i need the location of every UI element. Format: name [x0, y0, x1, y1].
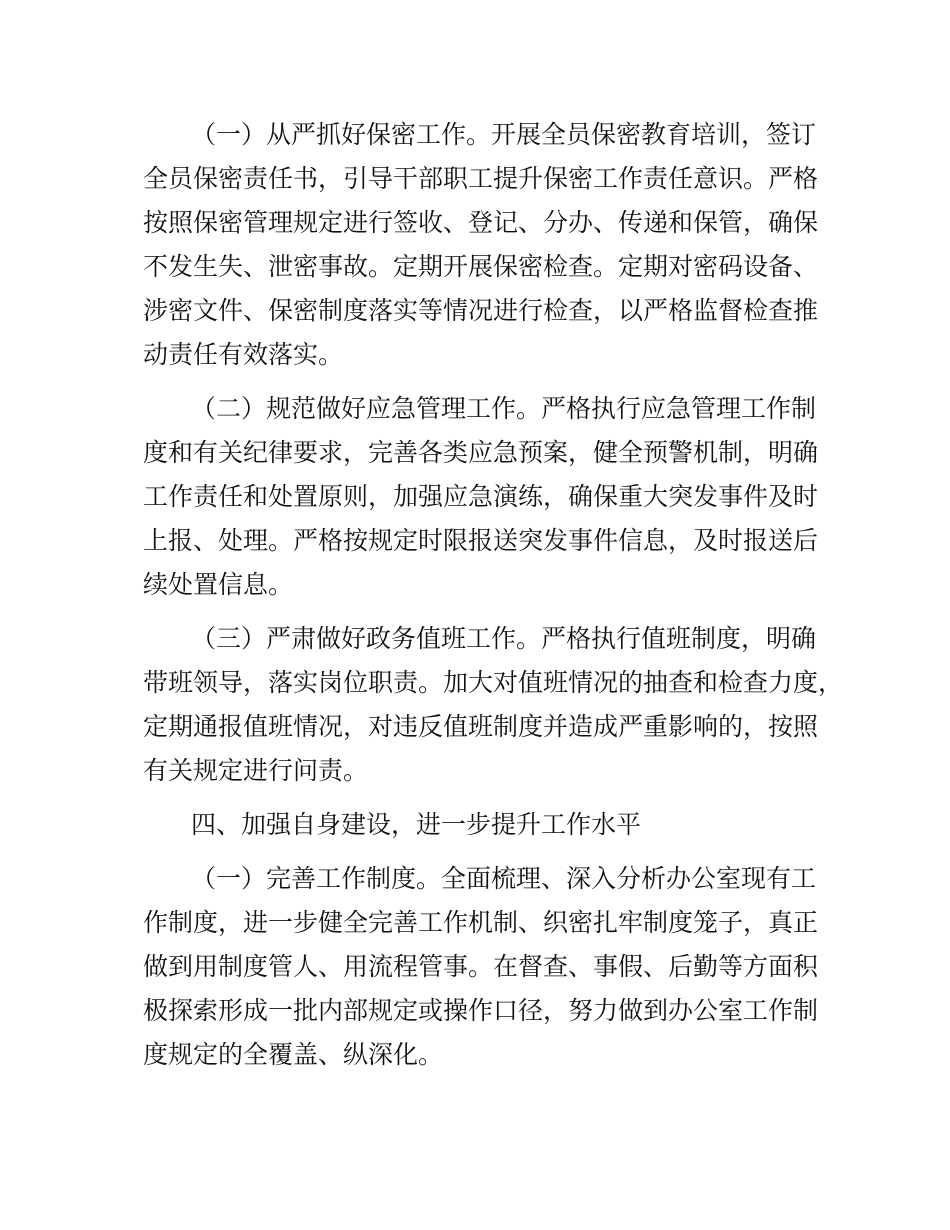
text-line: 不发生失、泄密事故。定期开展保密检查。定期对密码设备、	[143, 252, 819, 281]
text-line: （一）从严抓好保密工作。开展全员保密教育培训，签订	[191, 120, 817, 149]
text-line: 做到用制度管人、用流程管事。在督查、事假、后勤等方面积	[143, 952, 819, 981]
paragraph	[143, 113, 833, 377]
text-line: 作制度，进一步健全完善工作机制、织密扎牢制度笼子，真正	[143, 908, 819, 937]
text-line: 涉密文件、保密制度落实等情况进行检查，以严格监督检查推	[143, 296, 819, 325]
paragraph	[143, 387, 833, 607]
text-line: 工作责任和处置原则，加强应急演练，确保重大突发事件及时	[143, 482, 819, 511]
text-line: 极探索形成一批内部规定或操作口径，努力做到办公室工作制	[143, 996, 819, 1025]
text-line: 按照保密管理规定进行签收、登记、分办、传递和保管，确保	[143, 208, 819, 237]
paragraph	[143, 617, 844, 793]
section-heading	[143, 803, 833, 847]
text-line: 定期通报值班情况，对违反值班制度并造成严重影响的，按照	[143, 712, 819, 741]
text-line: 有关规定进行问责。	[143, 756, 369, 785]
text-line: 度规定的全覆盖、纵深化。	[143, 1040, 444, 1069]
text-line: 度和有关纪律要求，完善各类应急预案，健全预警机制，明确	[143, 438, 819, 467]
text-line: 带班领导，落实岗位职责。加大对值班情况的抽查和检查力度，	[143, 668, 844, 697]
text-line: 四、加强自身建设，进一步提升工作水平	[191, 810, 642, 839]
text-line: 续处置信息。	[143, 570, 294, 599]
text-line: （二）规范做好应急管理工作。严格执行应急管理工作制	[191, 394, 817, 423]
text-line: （一）完善工作制度。全面梳理、深入分析办公室现有工	[191, 864, 817, 893]
paragraph	[143, 857, 833, 1077]
text-line: 动责任有效落实。	[143, 340, 344, 369]
text-line: （三）严肃做好政务值班工作。严格执行值班制度，明确	[191, 624, 817, 653]
document-page	[143, 113, 844, 1087]
text-line: 全员保密责任书，引导干部职工提升保密工作责任意识。严格	[143, 164, 819, 193]
text-line: 上报、处理。严格按规定时限报送突发事件信息，及时报送后	[143, 526, 819, 555]
